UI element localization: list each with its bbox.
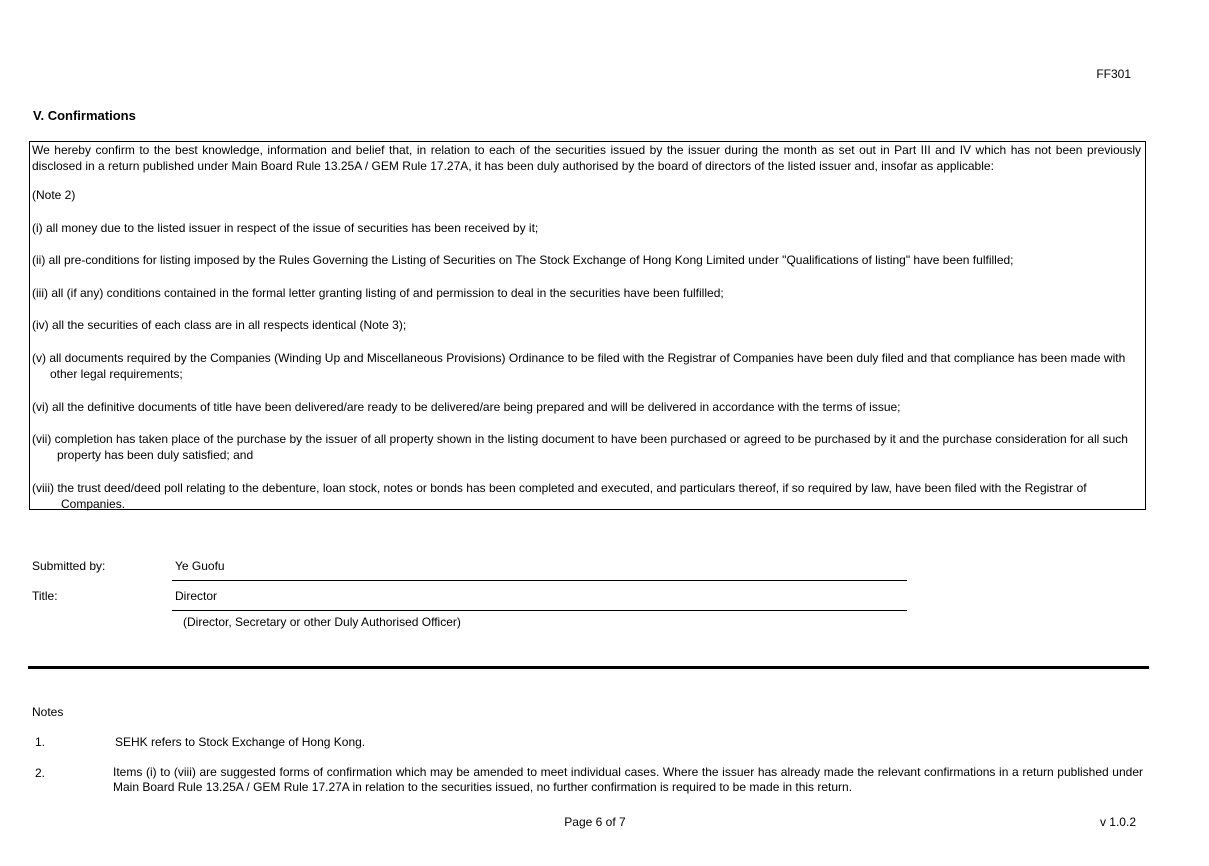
page-number: Page 6 of 7 <box>564 815 626 829</box>
note-number: 2. <box>35 766 46 780</box>
note-number: 1. <box>35 735 46 749</box>
confirmation-item: (iii) all (if any) conditions contained in the formal letter granting listing of and permission to deal in the securities have been fulfilled; <box>32 286 724 300</box>
confirmation-item: (v) all documents required by the Companies (Winding Up and Miscellaneous Provisions) Ordinance to be filed with the Registrar of Companies have been duly filed and that compliance has been made with other legal requirements; <box>32 351 1126 381</box>
section-divider <box>28 666 1149 669</box>
confirmation-item: (vi) all the definitive documents of title have been delivered/are ready to be delivered/are being prepared and will be delivered in accordance with the terms of issue; <box>32 400 901 414</box>
confirmation-item: (viii) the trust deed/deed poll relating to the debenture, loan stock, notes or bonds has been completed and executed, and particulars thereof, if so required by law, have been filed with the Registrar of Companies. <box>32 481 1087 511</box>
confirmation-intro: We hereby confirm to the best knowledge, information and belief that, in relation to each of the securities issued by the issuer during the month as set out in Part III and IV which has not been previously disclosed in a return published under Main Board Rule 13.25A / GEM Rule 17.27A, it has been duly authorised by the board of directors of the listed issuer and, insofar as applicable: <box>32 143 1141 173</box>
confirmation-item: (ii) all pre-conditions for listing imposed by the Rules Governing the Listing of Securities on The Stock Exchange of Hong Kong Limited under "Qualifications of listing" have been fulfilled; <box>32 253 1014 267</box>
confirmation-item: (vii) completion has taken place of the purchase by the issuer of all property shown in the listing document to have been purchased or agreed to be purchased by it and the purchase consideration for all such property has been duly satisfied; and <box>32 432 1128 462</box>
submitted-by-label: Submitted by: <box>32 559 106 573</box>
form-code: FF301 <box>1096 67 1131 81</box>
title-value: Director <box>175 589 218 603</box>
submitted-by-underline <box>172 580 907 581</box>
title-note: (Director, Secretary or other Duly Authorised Officer) <box>183 615 461 629</box>
confirmation-item: (iv) all the securities of each class are in all respects identical (Note 3); <box>32 318 407 332</box>
confirmation-item: (i) all money due to the listed issuer in respect of the issue of securities has been received by it; <box>32 221 539 235</box>
section-title: V. Confirmations <box>33 108 136 123</box>
note-reference: (Note 2) <box>32 188 76 202</box>
version-label: v 1.0.2 <box>1099 815 1136 829</box>
notes-title: Notes <box>32 705 64 719</box>
title-underline <box>172 610 907 611</box>
title-label: Title: <box>32 589 58 603</box>
confirmations-box <box>29 141 1146 510</box>
note-text: Items (i) to (viii) are suggested forms of confirmation which may be amended to meet individual cases. Where the issuer has already made the relevant confirmations in a return published under Main Board Rule 13.25A / GEM Rule 17.27A in relation to the securities issued, no further confirmation is required to be made in this return. <box>113 765 1143 794</box>
note-text: SEHK refers to Stock Exchange of Hong Kong. <box>115 735 366 749</box>
submitted-by-value: Ye Guofu <box>175 559 225 573</box>
